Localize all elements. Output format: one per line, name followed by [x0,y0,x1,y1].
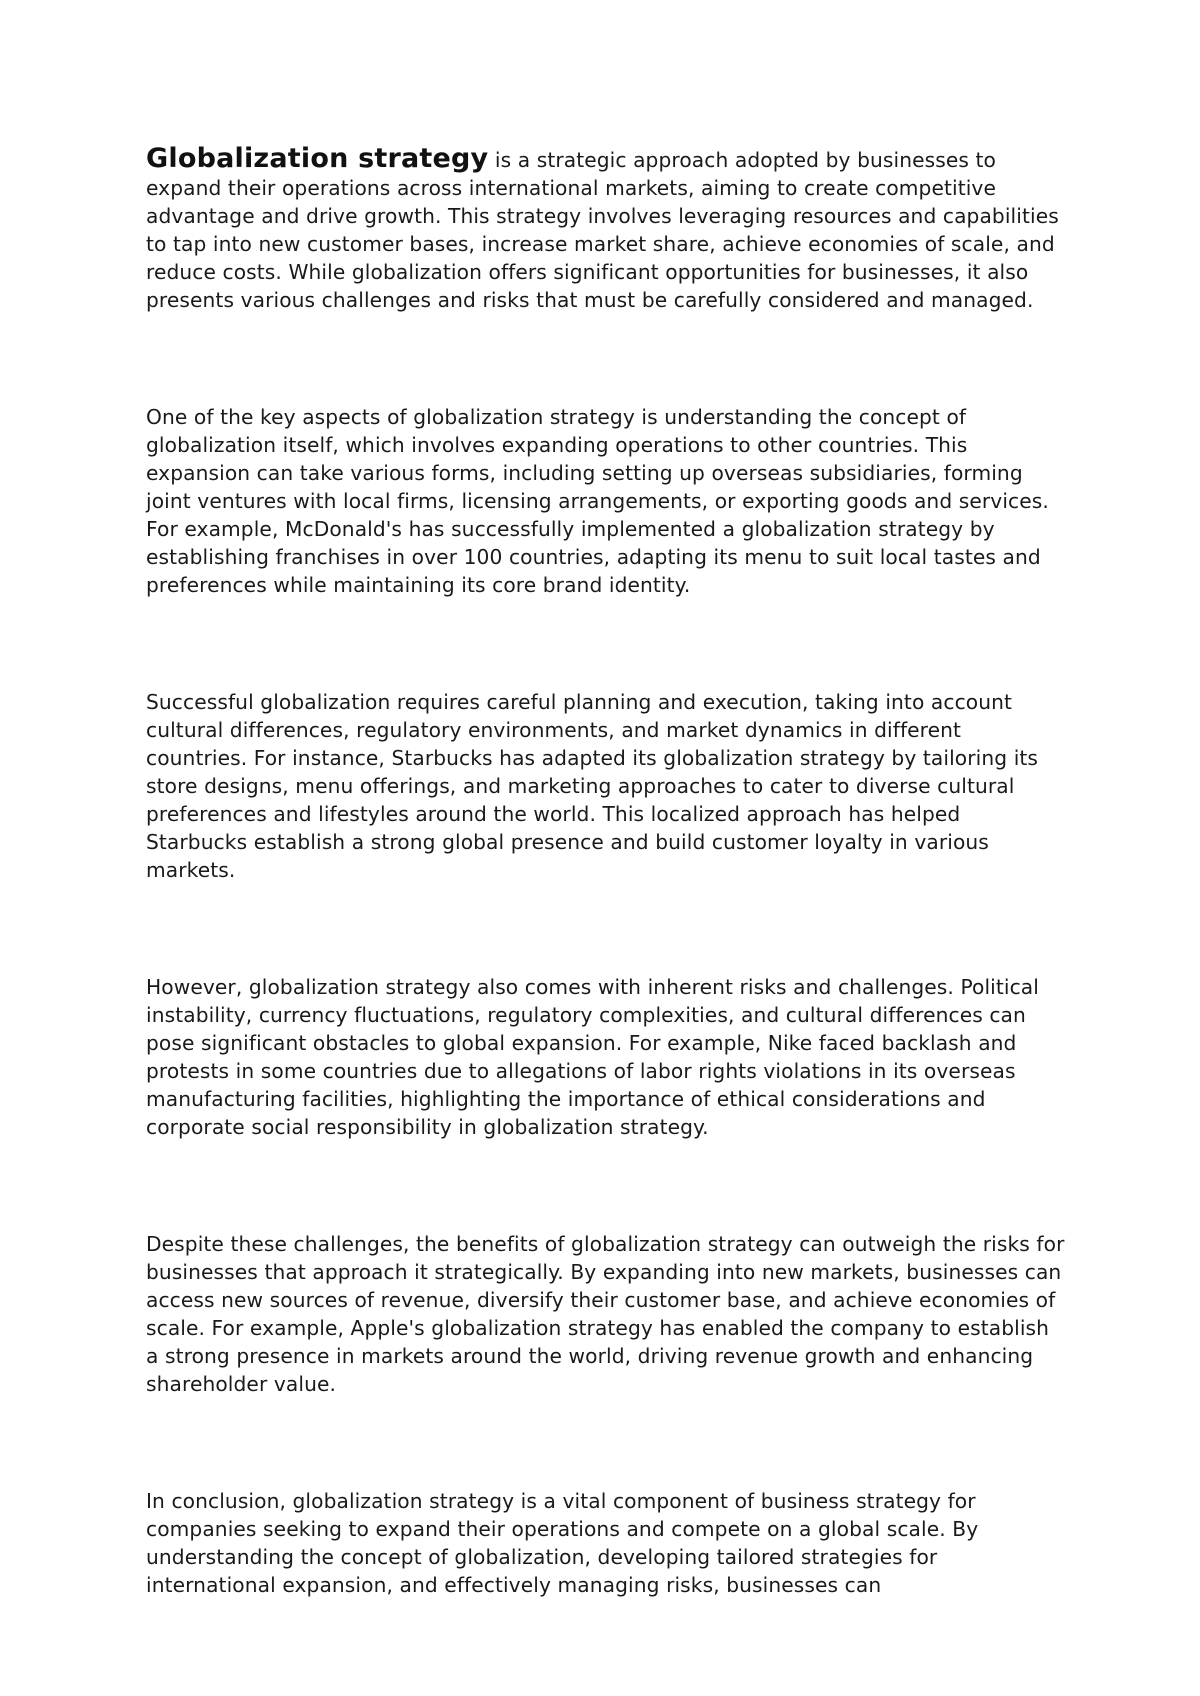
document-body [146,145,1066,1688]
lead-term: Globalization strategy [146,143,489,174]
paragraph-1 [146,145,1066,314]
paragraph-5: Despite these challenges, the benefits of globalization strategy can outweigh the risks for businesses that approach it strategically. By expanding into new markets, businesses can access new sources of revenue, diversify their customer base, and achieve economies of scale. For example, Apple's globalization strategy has enabled the company to establish a strong presence in markets around the world, driving revenue growth and enhancing shareholder value. [146,1232,1065,1396]
paragraph-6: In conclusion, globalization strategy is a vital component of business strategy for companies seeking to expand their operations and compete on a global scale. By understanding the concept of globalization, developing tailored strategies for international expansion, and effectively managing risks, businesses can [146,1489,979,1597]
paragraph-2: One of the key aspects of globalization strategy is understanding the concept of globalization itself, which involves expanding operations to other countries. This expansion can take various forms, including setting up overseas subsidiaries, forming joint ventures with local firms, licensing arrangements, or exporting goods and services. For example, McDonald's has successfully implemented a globalization strategy by establishing franchises in over 100 countries, adapting its menu to suit local tastes and preferences while maintaining its core brand identity. [146,405,1049,597]
paragraph-3: Successful globalization requires careful planning and execution, taking into account cultural differences, regulatory environments, and market dynamics in different countries. For instance, Starbucks has adapted its globalization strategy by tailoring its store designs, menu offerings, and marketing approaches to cater to diverse cultural preferences and lifestyles around the world. This localized approach has helped Starbucks establish a strong global presence and build customer loyalty in various markets. [146,690,1039,882]
paragraph-4: However, globalization strategy also comes with inherent risks and challenges. Political instability, currency fluctuations, regulatory complexities, and cultural differences can pose significant obstacles to global expansion. For example, Nike faced backlash and protests in some countries due to allegations of labor rights violations in its overseas manufacturing facilities, highlighting the importance of ethical considerations and corporate social responsibility in globalization strategy. [146,975,1039,1139]
paragraph-1-text: is a strategic approach adopted by businesses to expand their operations across international markets, aiming to create competitive advantage and drive growth. This strategy involves leveraging resources and capabilities to tap into new customer bases, increase market share, achieve economies of scale, and reduce costs. While globalization offers significant opportunities for businesses, it also presents various challenges and risks that must be carefully considered and managed. [146,148,1059,312]
